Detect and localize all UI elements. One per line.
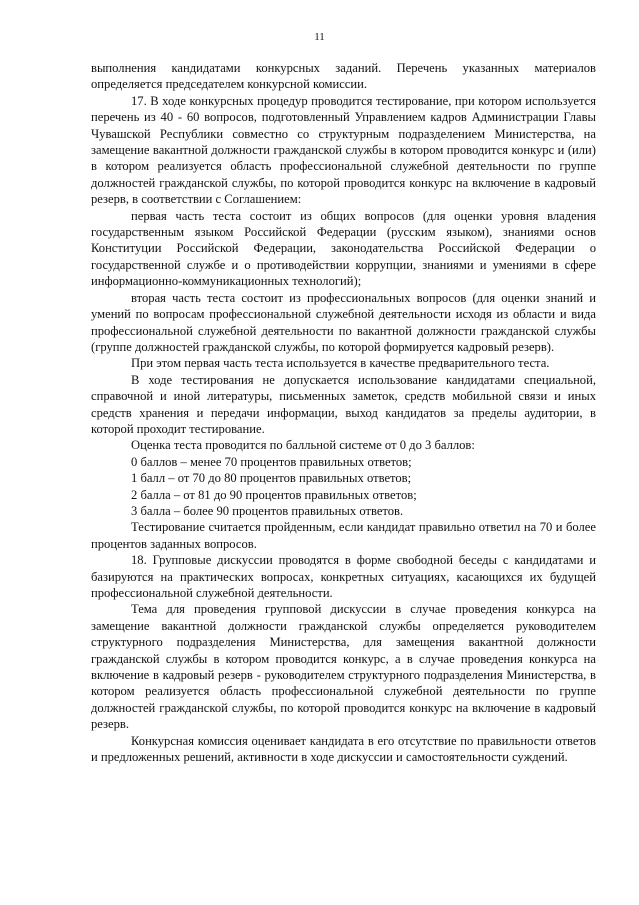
paragraph: 18. Групповые дискуссии проводятся в форме свободной беседы с кандидатами и базируются на практических вопросах, конкретных ситуациях, касающихся их будущей профессиональной служебной деятельности.: [91, 553, 596, 600]
scoring-item: 1 балл – от 70 до 80 процентов правильных ответов;: [131, 471, 412, 486]
paragraph: При этом первая часть теста используется в качестве предварительного теста.: [131, 356, 550, 371]
scoring-item: 2 балла – от 81 до 90 процентов правильных ответов;: [131, 487, 417, 502]
paragraph: Тема для проведения групповой дискуссии в случае проведения конкурса на замещение вакантной должности гражданской службы определяется руководителем структурного подразделения Министерства, для замещения вакантной должности гражданской службы в котором проводится конкурс, а в случае проведения конкурса на включение в кадровый резерв - руководителем структурного подразделения Министерства, в котором реализуется область профессиональной служебной деятельности по группе должностей гражданской службы, по которой проводится конкурс на включение в кадровый резерв.: [91, 602, 596, 732]
paragraph: вторая часть теста состоит из профессиональных вопросов (для оценки знаний и умений по вопросам профессиональной служебной деятельности исходя из области и вида профессиональной служебной деятельности по вакантной должности гражданской службы (группе должностей гражданской службы, по которой формируется кадровый резерв).: [91, 290, 596, 354]
scoring-item: 0 баллов – менее 70 процентов правильных ответов;: [131, 454, 412, 469]
paragraph: выполнения кандидатами конкурсных заданий. Перечень указанных материалов определяется председателем конкурсной комиссии.: [91, 61, 596, 92]
document-body: [91, 60, 596, 765]
scoring-item: 3 балла – более 90 процентов правильных ответов.: [131, 503, 404, 518]
paragraph: 17. В ходе конкурсных процедур проводится тестирование, при котором используется перечень из 40 - 60 вопросов, подготовленный Управлением кадров Администрации Главы Чувашской Республики совместно со структурным подразделением Министерства, на замещение вакантной должности гражданской службы в котором проводится конкурс и (или) в котором реализуется область профессиональной служебной деятельности по группе должностей гражданской службы, по которой проводится конкурс на включение в кадровый резерв, в соответствии с Соглашением:: [91, 93, 596, 207]
scoring-intro: Оценка теста проводится по балльной системе от 0 до 3 баллов:: [131, 438, 475, 453]
paragraph: Конкурсная комиссия оценивает кандидата в его отсутствие по правильности ответов и предложенных решений, активности в ходе дискуссии и самостоятельности суждений.: [91, 733, 596, 765]
paragraph: Тестирование считается пройденным, если кандидат правильно ответил на 70 и более процентов заданных вопросов.: [91, 520, 596, 551]
paragraph: В ходе тестирования не допускается использование кандидатами специальной, справочной и иной литературы, письменных заметок, средств мобильной связи и иных средств хранения и передачи информации, выход кандидатов за пределы аудитории, в которой проходит тестирование.: [91, 372, 596, 436]
paragraph: первая часть теста состоит из общих вопросов (для оценки уровня владения государственным языком Российской Федерации (русским языком), знаниями основ Конституции Российской Федерации, законодательства Российской Федерации о государственной службе и о противодействии коррупции, знаниями и умениями в сфере информационно-коммуникационных технологий);: [91, 208, 596, 289]
page-number: 11: [314, 31, 325, 43]
